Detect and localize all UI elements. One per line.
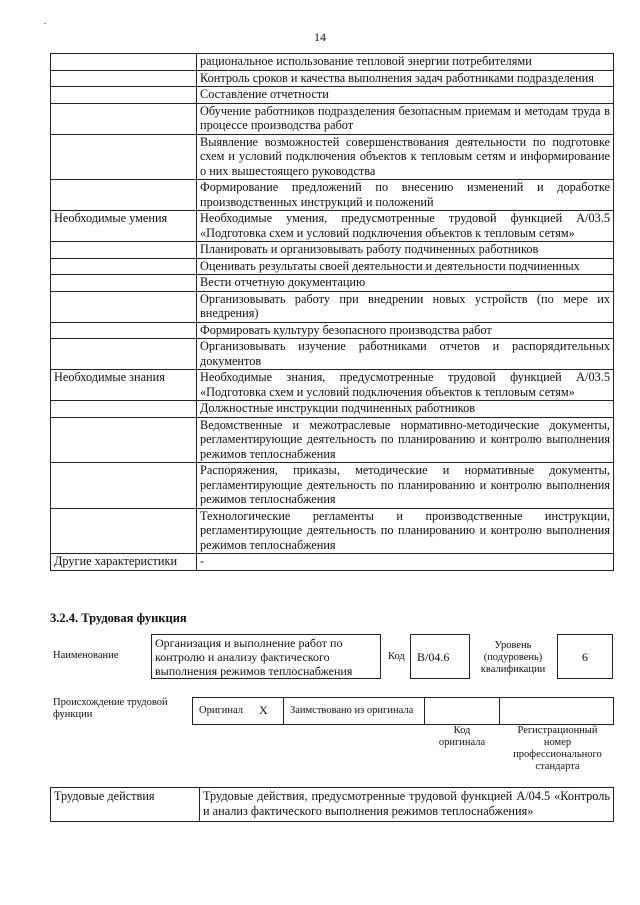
row-text: Выявление возможностей совершенствования деятельности по подготовке схем и условий подключения объектов к тепловым сетям и информирование о них вышестоящего руководства bbox=[197, 134, 614, 180]
row-label bbox=[51, 180, 197, 211]
table-row bbox=[51, 417, 614, 463]
row-text: Планировать и организовывать работу подчиненных работников bbox=[197, 242, 614, 259]
original-mark: X bbox=[259, 703, 268, 717]
name-label: Наименование bbox=[53, 650, 119, 661]
original-code-cell bbox=[424, 697, 500, 725]
table-row bbox=[51, 180, 614, 211]
table-row bbox=[51, 54, 614, 71]
table-row bbox=[51, 87, 614, 104]
row-label: Другие характеристики bbox=[51, 554, 197, 571]
row-label bbox=[51, 275, 197, 292]
actions-text: Трудовые действия, предусмотренные трудовой функцией А/04.5 «Контроль и анализ фактического выполнения режимов теплоснабжения» bbox=[200, 788, 614, 822]
function-name: Организация и выполнение работ по контролю и анализу фактического выполнения режимов теплоснабжения bbox=[155, 636, 353, 678]
row-label bbox=[51, 134, 197, 180]
row-text: Должностные инструкции подчиненных работников bbox=[197, 401, 614, 418]
table-row bbox=[51, 291, 614, 322]
row-text: Обучение работников подразделения безопасным приемам и методам труда в процессе производства работ bbox=[197, 103, 614, 134]
table-row bbox=[51, 211, 614, 242]
row-text: Вести отчетную документацию bbox=[197, 275, 614, 292]
level-label: Уровень (подуровень) квалификации bbox=[480, 640, 546, 675]
table-row bbox=[51, 258, 614, 275]
table-row bbox=[51, 275, 614, 292]
row-label bbox=[51, 54, 197, 71]
original-code-caption: Код оригинала bbox=[438, 725, 486, 748]
row-text: Организовывать изучение работниками отчетов и распорядительных документов bbox=[197, 339, 614, 370]
actions-label: Трудовые действия bbox=[51, 788, 200, 822]
row-label bbox=[51, 258, 197, 275]
row-text: Составление отчетности bbox=[197, 87, 614, 104]
row-label: Необходимые знания bbox=[51, 370, 197, 401]
actions-table bbox=[50, 787, 614, 822]
row-text: Ведомственные и межотраслевые нормативно-методические документы, регламентирующие деятельность по планированию и контролю выполнения режимов теплоснабжения bbox=[197, 417, 614, 463]
table-row bbox=[51, 554, 614, 571]
row-text: Необходимые знания, предусмотренные трудовой функцией А/03.5 «Подготовка схем и условий подключения объектов к тепловым сетям» bbox=[197, 370, 614, 401]
row-text: Технологические регламенты и производственные инструкции, регламентирующие деятельность по планированию и контролю выполнения режимов теплоснабжения bbox=[197, 508, 614, 554]
borrowed-cell bbox=[283, 697, 425, 725]
table-row bbox=[51, 242, 614, 259]
function-name-box bbox=[151, 634, 381, 679]
table-row bbox=[51, 401, 614, 418]
row-text: Необходимые умения, предусмотренные трудовой функцией А/03.5 «Подготовка схем и условий подключения объектов к тепловым сетям» bbox=[197, 211, 614, 242]
row-label bbox=[51, 322, 197, 339]
code-box bbox=[410, 634, 470, 679]
row-text: Формирование предложений по внесению изменений и доработке производственных инструкций и положений bbox=[197, 180, 614, 211]
row-text: Формировать культуру безопасного производства работ bbox=[197, 322, 614, 339]
original-label: Оригинал bbox=[199, 705, 243, 716]
section-title: 3.2.4. Трудовая функция bbox=[50, 611, 187, 625]
row-label bbox=[51, 339, 197, 370]
row-text: рациональное использование тепловой энергии потребителями bbox=[197, 54, 614, 71]
row-label bbox=[51, 463, 197, 509]
row-label bbox=[51, 508, 197, 554]
reg-number-cell bbox=[499, 697, 614, 725]
borrowed-label: Заимствовано из оригинала bbox=[290, 705, 414, 716]
row-text: - bbox=[197, 554, 614, 571]
row-text: Распоряжения, приказы, методические и нормативные документы, регламентирующие деятельность по планированию и контролю выполнения режимов теплоснабжения bbox=[197, 463, 614, 509]
row-label bbox=[51, 291, 197, 322]
row-label bbox=[51, 242, 197, 259]
row-label bbox=[51, 70, 197, 87]
row-label bbox=[51, 417, 197, 463]
table-row bbox=[51, 70, 614, 87]
table-row bbox=[51, 508, 614, 554]
level-box bbox=[557, 634, 613, 679]
row-label bbox=[51, 87, 197, 104]
row-label: Необходимые умения bbox=[51, 211, 197, 242]
table-row bbox=[51, 463, 614, 509]
table-row bbox=[51, 788, 614, 822]
function-code: B/04.6 bbox=[417, 650, 450, 664]
row-text: Оценивать результаты своей деятельности и деятельности подчиненных bbox=[197, 258, 614, 275]
corner-mark: . bbox=[44, 16, 47, 26]
table-row bbox=[51, 370, 614, 401]
row-label bbox=[51, 401, 197, 418]
row-text: Организовывать работу при внедрении новых устройств (по мере их внедрения) bbox=[197, 291, 614, 322]
reg-number-caption: Регистрационный номер профессионального стандарта bbox=[513, 725, 602, 772]
origin-label: Происхождение трудовой функции bbox=[53, 697, 168, 720]
qualification-level: 6 bbox=[582, 650, 588, 664]
table-row bbox=[51, 339, 614, 370]
code-label: Код bbox=[388, 651, 405, 662]
page-number: 14 bbox=[314, 30, 326, 44]
table-row bbox=[51, 322, 614, 339]
table-row bbox=[51, 134, 614, 180]
row-label bbox=[51, 103, 197, 134]
requirements-table bbox=[50, 53, 614, 571]
table-row bbox=[51, 103, 614, 134]
row-text: Контроль сроков и качества выполнения задач работниками подразделения bbox=[197, 70, 614, 87]
original-cell bbox=[192, 697, 284, 725]
